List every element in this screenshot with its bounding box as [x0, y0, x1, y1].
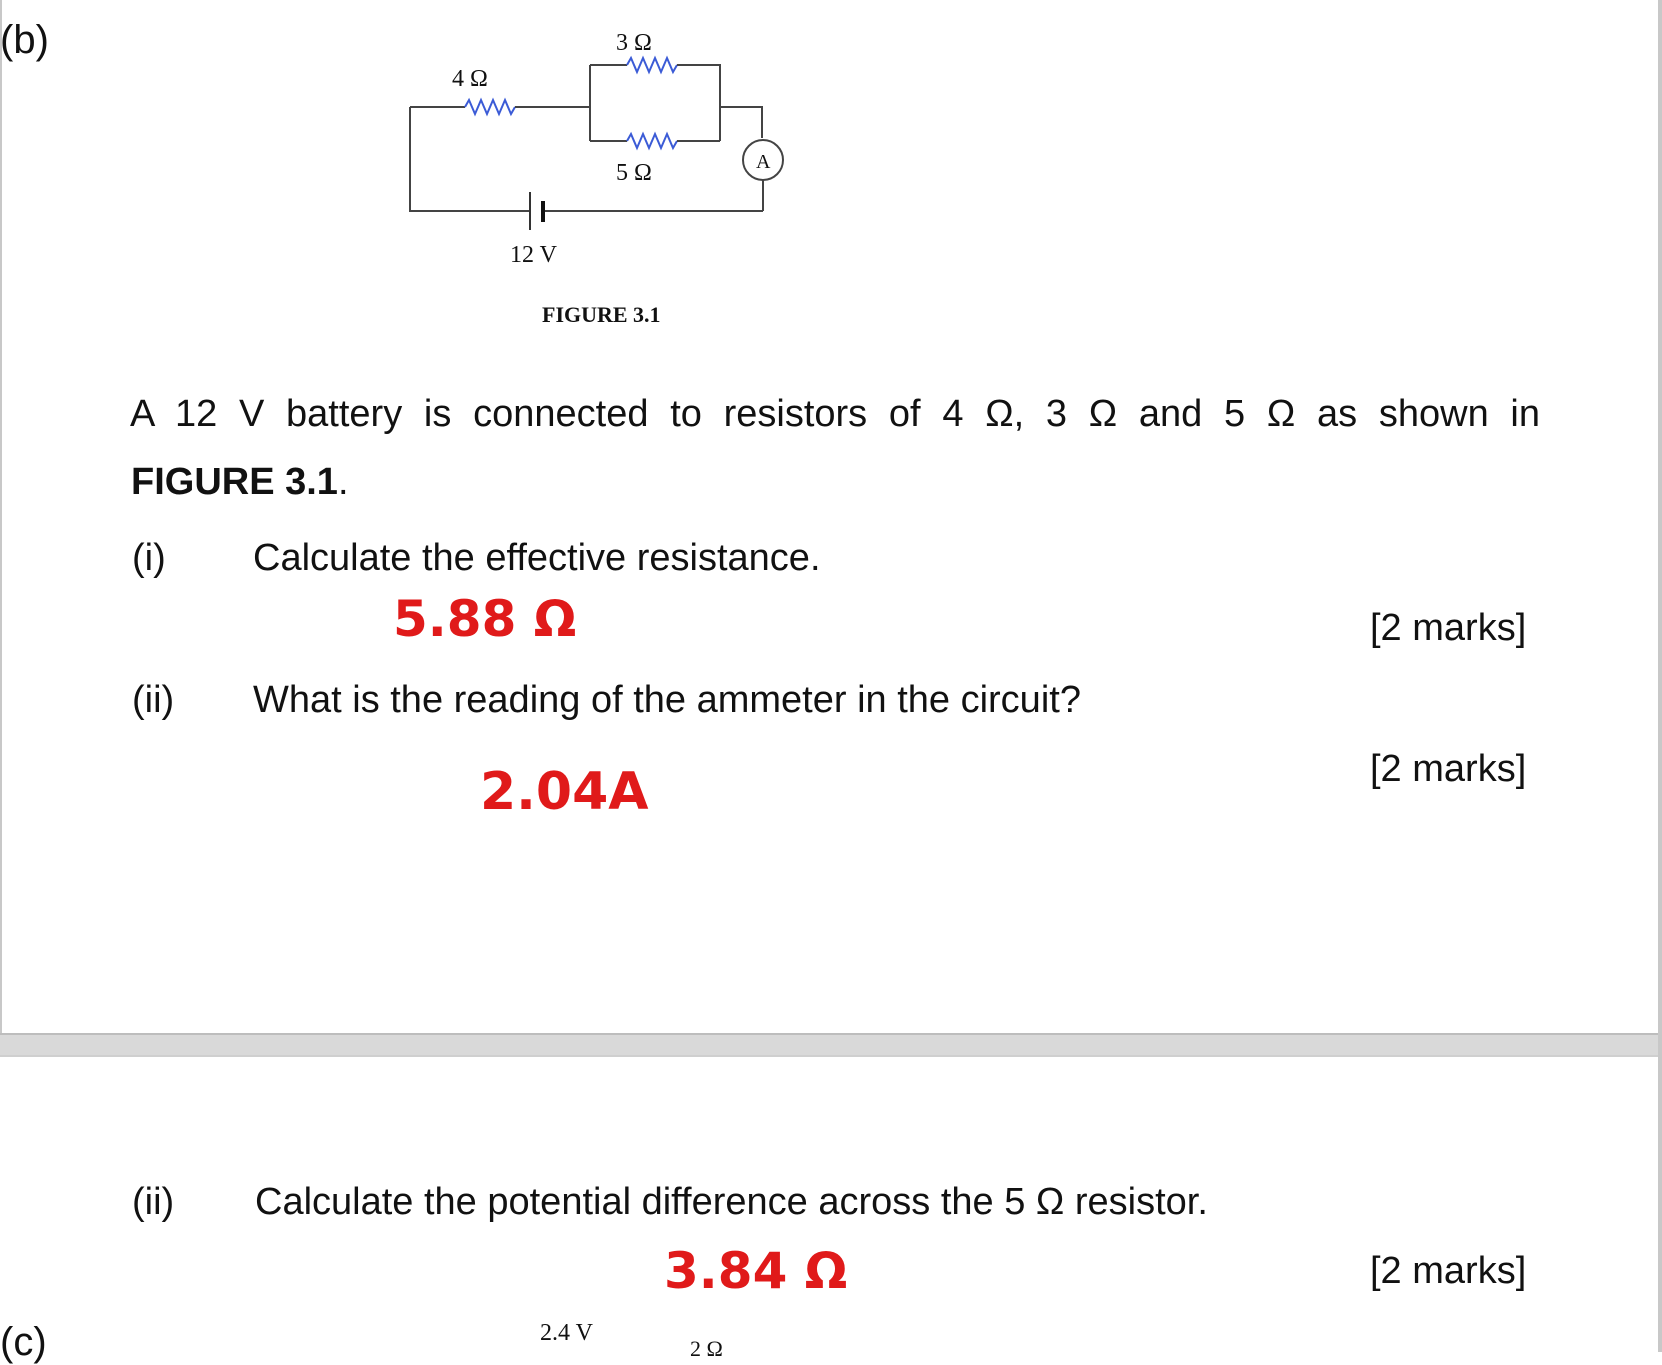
q1-handwritten-answer: 5.88 Ω	[393, 590, 577, 648]
intro-line-2	[131, 461, 349, 504]
label-3ohm: 3 Ω	[616, 30, 652, 56]
resistor-5ohm	[627, 134, 677, 148]
label-ammeter: A	[756, 151, 771, 173]
wire-top-branch-right	[677, 65, 720, 141]
wire-right	[720, 107, 762, 138]
page-break	[0, 1033, 1662, 1057]
part-c-resistor-label: 2 Ω	[690, 1336, 723, 1361]
figure-caption: FIGURE 3.1	[542, 302, 661, 327]
part-c-voltage-label: 2.4 V	[540, 1320, 593, 1346]
q3-text: Calculate the potential difference across the 5 Ω resistor.	[255, 1181, 1208, 1223]
resistor-3ohm	[627, 58, 677, 72]
label-5ohm: 5 Ω	[616, 160, 652, 186]
resistor-4ohm	[465, 100, 515, 114]
q1-text: Calculate the effective resistance.	[253, 537, 821, 579]
q3-marks: [2 marks]	[1370, 1250, 1527, 1292]
part-c-label: (c)	[0, 1320, 47, 1364]
label-4ohm: 4 Ω	[452, 66, 488, 92]
circuit-diagram	[380, 20, 820, 340]
page-right-edge	[1658, 0, 1662, 1352]
q2-handwritten-answer: 2.04A	[480, 762, 649, 822]
intro-end: .	[337, 461, 349, 503]
q3-handwritten-answer: 3.84 Ω	[664, 1242, 848, 1300]
q3-number: (ii)	[132, 1181, 175, 1223]
q1-number: (i)	[132, 537, 166, 579]
label-12v: 12 V	[510, 242, 557, 268]
intro-line-1: A 12 V battery is connected to resistors of 4 Ω, 3 Ω and 5 Ω as shown in	[130, 393, 1540, 435]
q1-marks: [2 marks]	[1370, 607, 1527, 649]
q2-marks: [2 marks]	[1370, 748, 1527, 790]
page-left-edge	[0, 0, 2, 1033]
wire-bottom-left	[410, 107, 530, 211]
q2-text: What is the reading of the ammeter in the circuit?	[253, 679, 1081, 721]
q2-number: (ii)	[132, 679, 175, 721]
figure-reference: FIGURE 3.1	[131, 461, 338, 503]
part-b-label: (b)	[0, 18, 49, 62]
